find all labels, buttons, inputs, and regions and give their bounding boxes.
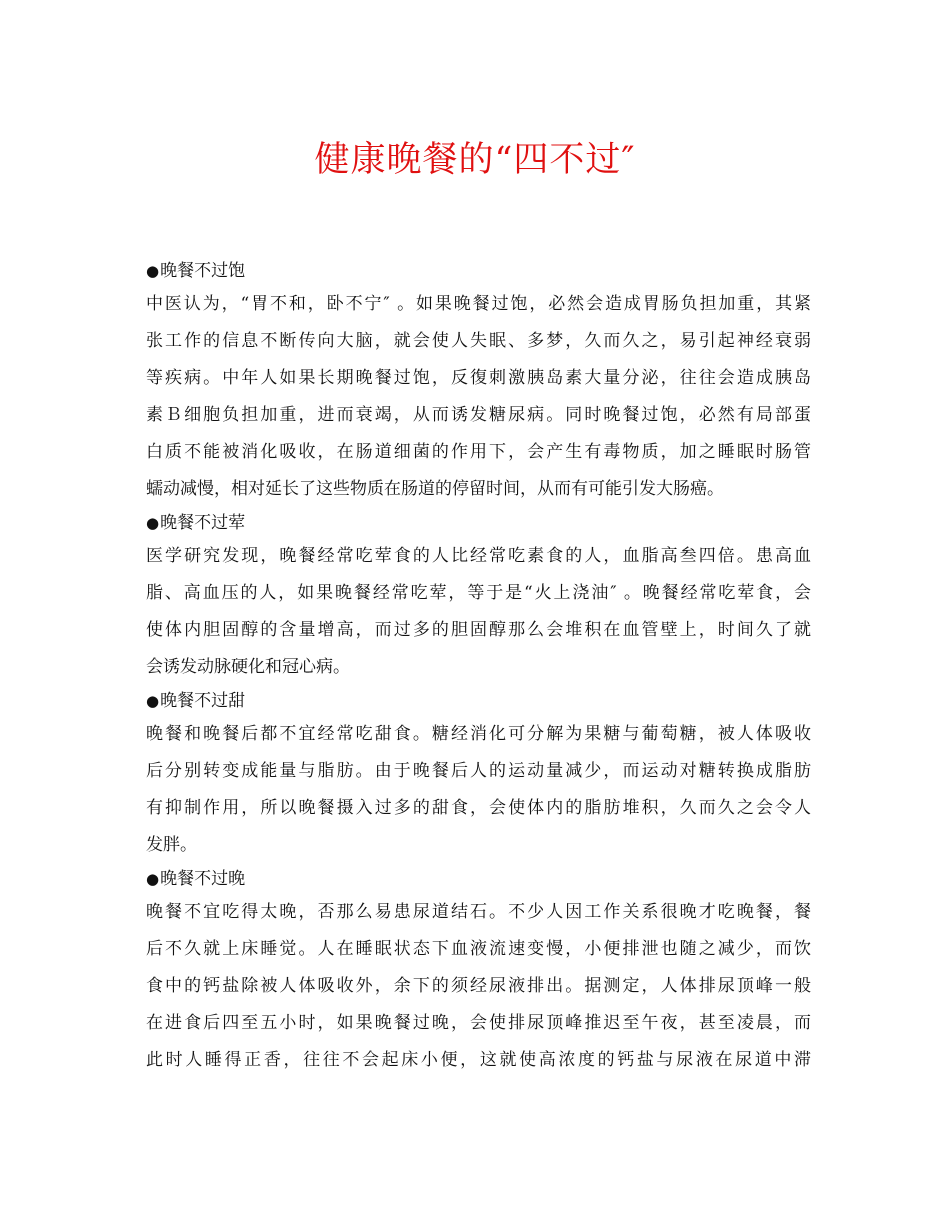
paragraph-line: 晚餐不宜吃得太晚，否那么易患尿道结石。不少人因工作关系很晚才吃晚餐，餐 xyxy=(146,902,811,922)
paragraph-line: 使体内胆固醇的含量增高，而过多的胆固醇那么会堆积在血管壁上，时间久了就 xyxy=(146,620,811,640)
section-heading-text: 晚餐不过甜 xyxy=(160,691,246,711)
paragraph-line: 后分别转变成能量与脂肪。由于晚餐后人的运动量减少，而运动对糖转换成脂肪 xyxy=(146,761,811,781)
paragraph-line: 有抑制作用，所以晚餐摄入过多的甜食，会使体内的脂肪堆积，久而久之会令人 xyxy=(146,798,811,818)
paragraph-line: 素Ｂ细胞负担加重，进而衰竭，从而诱发糖尿病。同时晚餐过饱，必然有局部蛋 xyxy=(146,405,811,425)
paragraph-line: 白质不能被消化吸收，在肠道细菌的作用下，会产生有毒物质，加之睡眠时肠管 xyxy=(146,442,811,462)
paragraph-line: 蠕动减慢，相对延长了这些物质在肠道的停留时间，从而有可能引发大肠癌。 xyxy=(146,479,724,499)
section-heading xyxy=(146,508,811,538)
section-heading xyxy=(146,686,811,716)
paragraph-line: 会诱发动脉硬化和冠心病。 xyxy=(146,657,350,677)
bullet-icon: ● xyxy=(146,692,160,710)
bullet-icon: ● xyxy=(146,514,160,532)
paragraph-line: 医学研究发现，晚餐经常吃荤食的人比经常吃素食的人，血脂高叁四倍。患高血 xyxy=(146,546,811,566)
section-heading-text: 晚餐不过饱 xyxy=(160,261,246,281)
section-heading xyxy=(146,864,811,894)
paragraph-line: 后不久就上床睡觉。人在睡眠状态下血液流速变慢，小便排泄也随之减少，而饮 xyxy=(146,939,811,959)
bullet-icon: ● xyxy=(146,262,160,280)
bullet-icon: ● xyxy=(146,870,160,888)
section-not-too-full xyxy=(146,256,811,508)
section-heading-text: 晚餐不过荤 xyxy=(160,513,246,533)
section-not-too-sweet xyxy=(146,686,811,864)
paragraph-line: 晚餐和晚餐后都不宜经常吃甜食。糖经消化可分解为果糖与葡萄糖，被人体吸收 xyxy=(146,724,811,744)
section-heading-text: 晚餐不过晚 xyxy=(160,869,246,889)
section-not-too-meaty xyxy=(146,508,811,686)
paragraph-line: 在进食后四至五小时，如果晚餐过晚，会使排尿顶峰推迟至午夜，甚至凌晨，而 xyxy=(146,1013,811,1033)
paragraph-line: 中医认为，“胃不和，卧不宁″ 。如果晚餐过饱，必然会造成胃肠负担加重，其紧 xyxy=(146,294,811,314)
page-title: 健康晚餐的“四不过″ xyxy=(314,140,636,180)
paragraph-line: 食中的钙盐除被人体吸收外，余下的须经尿液排出。据测定，人体排尿顶峰一般 xyxy=(146,976,811,996)
section-not-too-late xyxy=(146,864,811,1079)
paragraph-line: 张工作的信息不断传向大脑，就会使人失眠、多梦，久而久之，易引起神经衰弱 xyxy=(146,331,811,351)
paragraph-line: 发胖。 xyxy=(146,835,197,855)
paragraph-line: 等疾病。中年人如果长期晚餐过饱，反復刺激胰岛素大量分泌，往往会造成胰岛 xyxy=(146,368,811,388)
document-body xyxy=(146,256,811,1079)
paragraph-line: 此时人睡得正香，往往不会起床小便，这就使高浓度的钙盐与尿液在尿道中滞 xyxy=(146,1050,811,1070)
paragraph-line: 脂、高血压的人，如果晚餐经常吃荤，等于是“火上浇油″ 。晚餐经常吃荤食，会 xyxy=(146,583,811,603)
section-heading xyxy=(146,256,811,286)
